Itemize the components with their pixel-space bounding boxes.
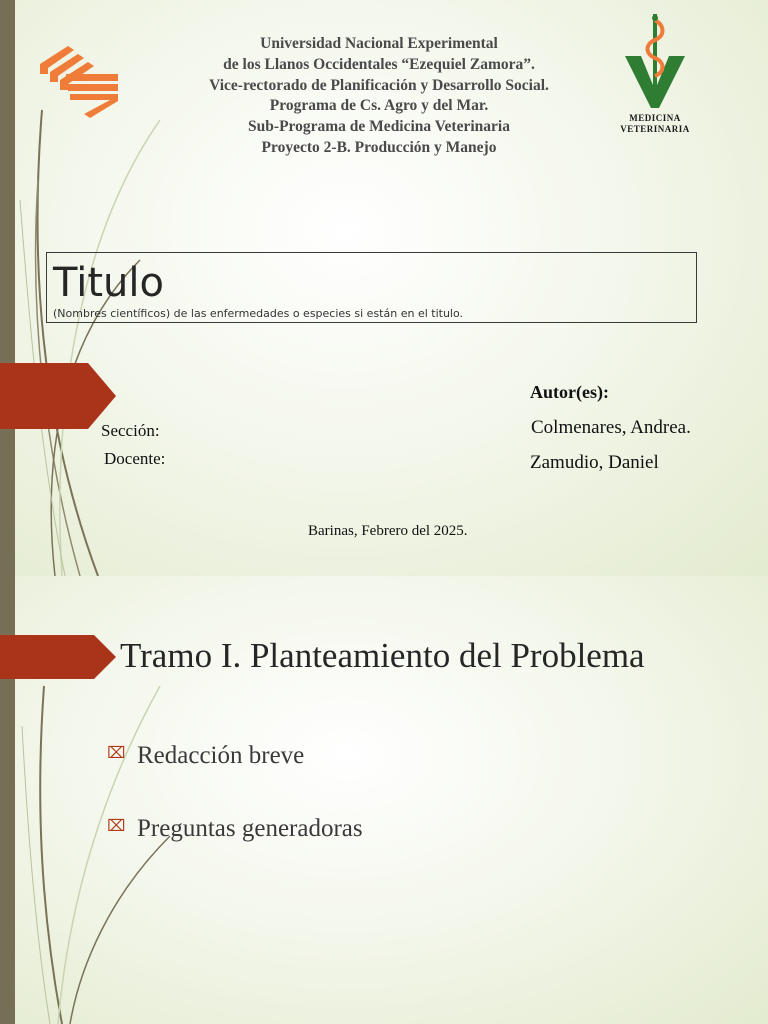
title-box	[46, 252, 697, 323]
header-line: de los Llanos Occidentales “Ezequiel Zamora”.	[223, 55, 535, 73]
slide-subtitle-text: (Nombres científicos) de las enfermedades o especies si están en el titulo.	[53, 307, 464, 320]
bullet-item: Redacción breve	[137, 742, 305, 769]
header-line: Proyecto 2-B. Producción y Manejo	[261, 138, 497, 156]
header-line: Universidad Nacional Experimental	[260, 35, 498, 52]
header-line: Vice-rectorado de Planificación y Desarrollo Social.	[209, 76, 549, 94]
slide-title-text: Titulo	[53, 260, 164, 306]
bullet-icon: ⌧	[107, 816, 126, 835]
authors-label: Autor(es):	[530, 382, 609, 402]
caduceus-v-icon	[615, 12, 695, 108]
header-line: Sub-Programa de Medicina Veterinaria	[248, 118, 510, 136]
accent-arrow-shape	[0, 363, 116, 429]
author-name: Colmenares, Andrea.	[531, 417, 691, 438]
university-logo-icon	[38, 44, 122, 118]
slide-content	[0, 576, 768, 1024]
header-line: Programa de Cs. Agro y del Mar.	[269, 97, 489, 115]
section-heading: Tramo I. Planteamiento del Problema	[120, 636, 645, 675]
bullet-item: Preguntas generadoras	[137, 815, 363, 842]
logo-text-line2: VETERINARIA	[620, 124, 690, 134]
veterinary-logo	[615, 12, 695, 135]
section-label: Sección:	[101, 421, 160, 440]
place-date: Barinas, Febrero del 2025.	[308, 523, 468, 539]
logo-text-line1: MEDICINA	[629, 113, 681, 123]
author-name: Zamudio, Daniel	[530, 452, 659, 473]
institution-header	[150, 34, 608, 159]
accent-arrow-shape	[0, 635, 116, 679]
bullet-icon: ⌧	[107, 743, 126, 762]
teacher-label: Docente:	[104, 449, 166, 468]
